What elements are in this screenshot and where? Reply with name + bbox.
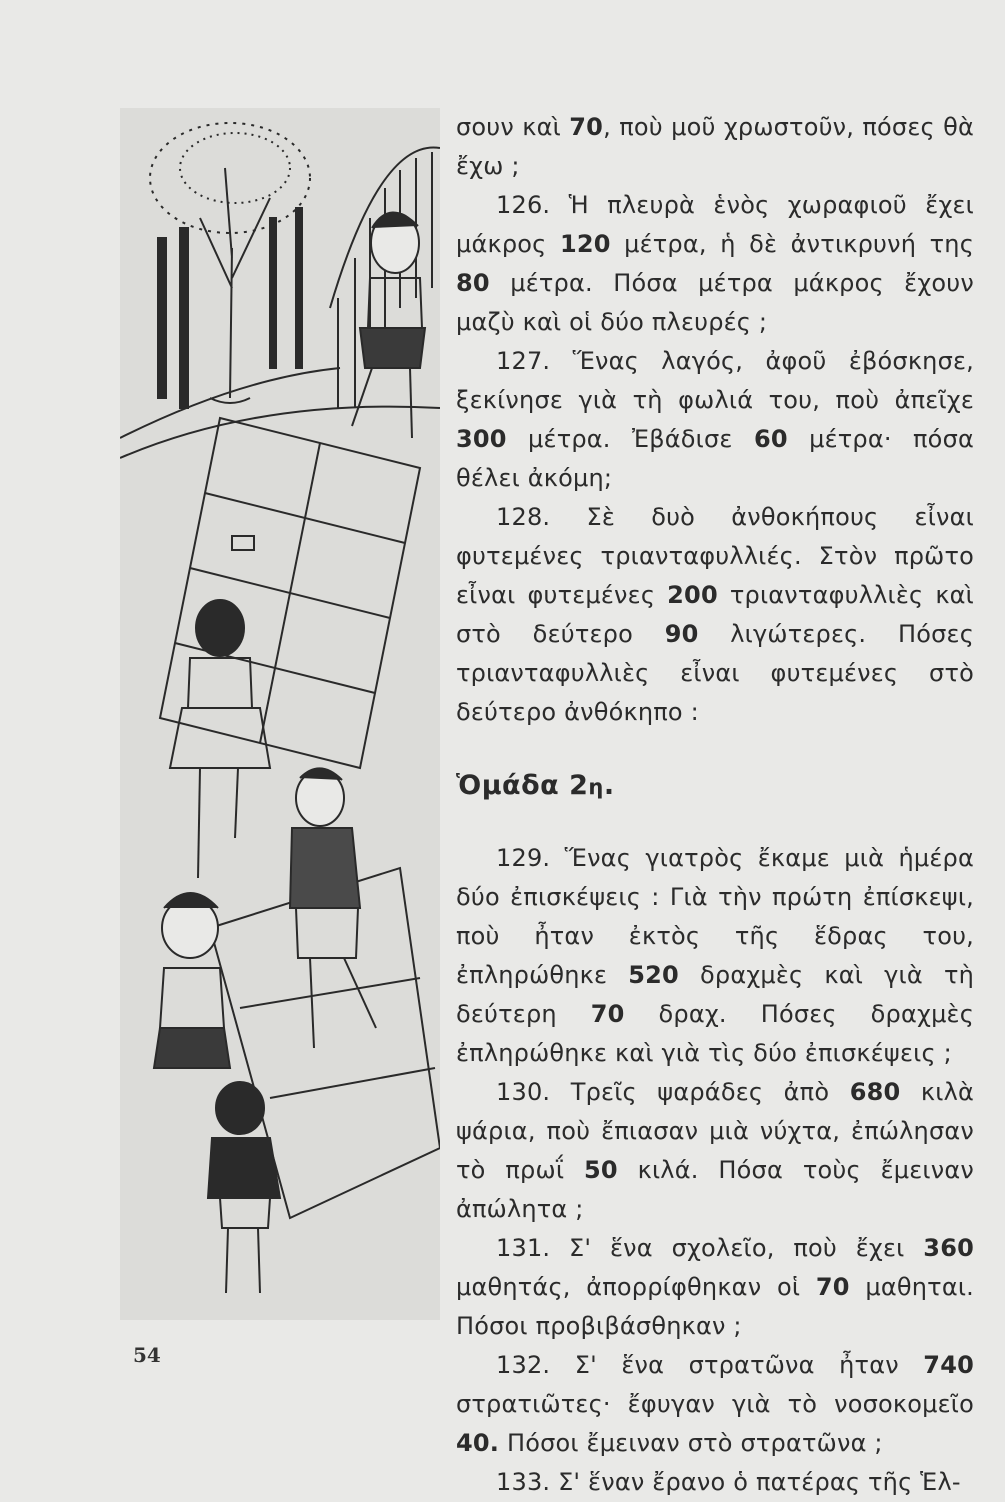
number: 740 (923, 1351, 974, 1379)
number: 60 (753, 425, 788, 453)
problem-129 (456, 839, 974, 1073)
number: 360 (923, 1234, 974, 1262)
section-title: Ὁμάδα 2 (456, 770, 589, 801)
page-number: 54 (133, 1343, 161, 1367)
text-run: κιλὰ ψάρια, ποὺ ἔπιασαν μιὰ νύχτα, ἐπώλησαν τὸ πρωΐ (456, 1078, 975, 1184)
text-run: λιγώτερες. Πόσες τριανταφυλλιὲς εἶναι φυτεμένες στὸ δεύτερο ἀνθόκηπο : (456, 620, 974, 726)
walking-boy-figure (290, 768, 376, 1048)
text-run: τριανταφυλλιὲς καὶ στὸ δεύτερο (456, 581, 975, 648)
small-child-figure (208, 1082, 280, 1293)
exercise-text-column (456, 108, 974, 1502)
number: 120 (559, 230, 611, 258)
number: 520 (628, 961, 679, 989)
number: 70 (590, 1000, 625, 1028)
number: 680 (849, 1078, 901, 1106)
text-run: 133. Σ' ἕναν ἔρανο ὁ πατέρας τῆς Ἑλ- (496, 1468, 961, 1496)
text-run: μέτρα· πόσα θέλει ἀκόμη; (456, 425, 974, 492)
number: 70 (569, 113, 604, 141)
problem-133 (456, 1463, 974, 1502)
number: 80 (456, 269, 490, 297)
children-playing-hopscotch-illustration (120, 108, 440, 1320)
hopscotch-grid (160, 418, 420, 768)
text-run: δραχμὲς καὶ γιὰ τὴ δεύτερη (456, 961, 975, 1028)
section-suffix: η (588, 775, 604, 799)
number: 200 (667, 581, 718, 609)
text-run: μέτρα, ἡ δὲ ἀντικρυνή της (610, 230, 974, 258)
problem-127 (456, 342, 974, 498)
text-run: , ποὺ μοῦ χρωστοῦν, πόσες θὰ ἔχω ; (456, 113, 974, 180)
text-run: κιλά. Πόσα τοὺς ἔμειναν ἀπώλητα ; (456, 1156, 974, 1223)
number: 90 (664, 620, 699, 648)
problem-132 (456, 1346, 974, 1463)
tree (150, 123, 310, 403)
text-run: 129. Ἕνας γιατρὸς ἔκαμε μιὰ ἡμέρα δύο ἐπισκέψεις : Γιὰ τὴν πρώτη ἐπίσκεψι, ποὺ ἦταν ἐκτὸς τῆς ἕδρας του, ἐπληρώθηκε (456, 844, 974, 989)
problem-126 (456, 186, 974, 342)
boy-figure (352, 212, 425, 438)
text-run: 132. Σ' ἕνα στρατῶνα ἦταν (496, 1351, 924, 1379)
text-run: δραχ. Πόσες δραχμὲς ἐπληρώθηκε καὶ γιὰ τὶς δύο ἐπισκέψεις ; (456, 1000, 974, 1067)
problem-128 (456, 498, 974, 732)
text-run: 128. Σὲ δυὸ ἀνθοκήπους εἶναι φυτεμένες τριανταφυλλιές. Στὸν πρῶτο εἶναι φυτεμένες (456, 503, 974, 609)
text-run: σουν καὶ (456, 113, 570, 141)
text-run: μέτρα. Ἐβάδισε (506, 425, 754, 453)
number: 300 (456, 425, 507, 453)
girl-with-stone-figure (154, 893, 230, 1068)
text-run: μαθηται. Πόσοι προβιβάσθηκαν ; (456, 1273, 974, 1340)
text-run: 126. Ἡ πλευρὰ ἑνὸς χωραφιοῦ ἔχει μάκρος (456, 191, 974, 258)
text-run: 130. Τρεῖς ψαράδες ἀπὸ (496, 1078, 850, 1106)
number: 70 (815, 1273, 850, 1301)
girl-figure (170, 600, 270, 878)
continued-problem (456, 108, 974, 186)
problem-130 (456, 1073, 974, 1229)
text-run: Πόσοι ἔμειναν στὸ στρατῶνα ; (499, 1429, 883, 1457)
number: 40. (456, 1429, 500, 1457)
number: 50 (583, 1156, 618, 1184)
section-heading (456, 766, 974, 807)
text-run: 127. Ἕνας λαγός, ἀφοῦ ἐβόσκησε, ξεκίνησε γιὰ τὴ φωλιά του, ποὺ ἀπεῖχε (456, 347, 974, 414)
problem-131 (456, 1229, 974, 1346)
text-run: μαθητάς, ἀπορρίφθηκαν οἱ (456, 1273, 816, 1301)
section-period: . (603, 770, 615, 801)
text-run: 131. Σ' ἕνα σχολεῖο, ποὺ ἔχει (496, 1234, 924, 1262)
text-run: μέτρα. Πόσα μέτρα μάκρος ἔχουν μαζὺ καὶ οἱ δύο πλευρές ; (456, 269, 974, 336)
text-run: στρατιῶτες· ἔφυγαν γιὰ τὸ νοσοκομεῖο (456, 1390, 974, 1418)
